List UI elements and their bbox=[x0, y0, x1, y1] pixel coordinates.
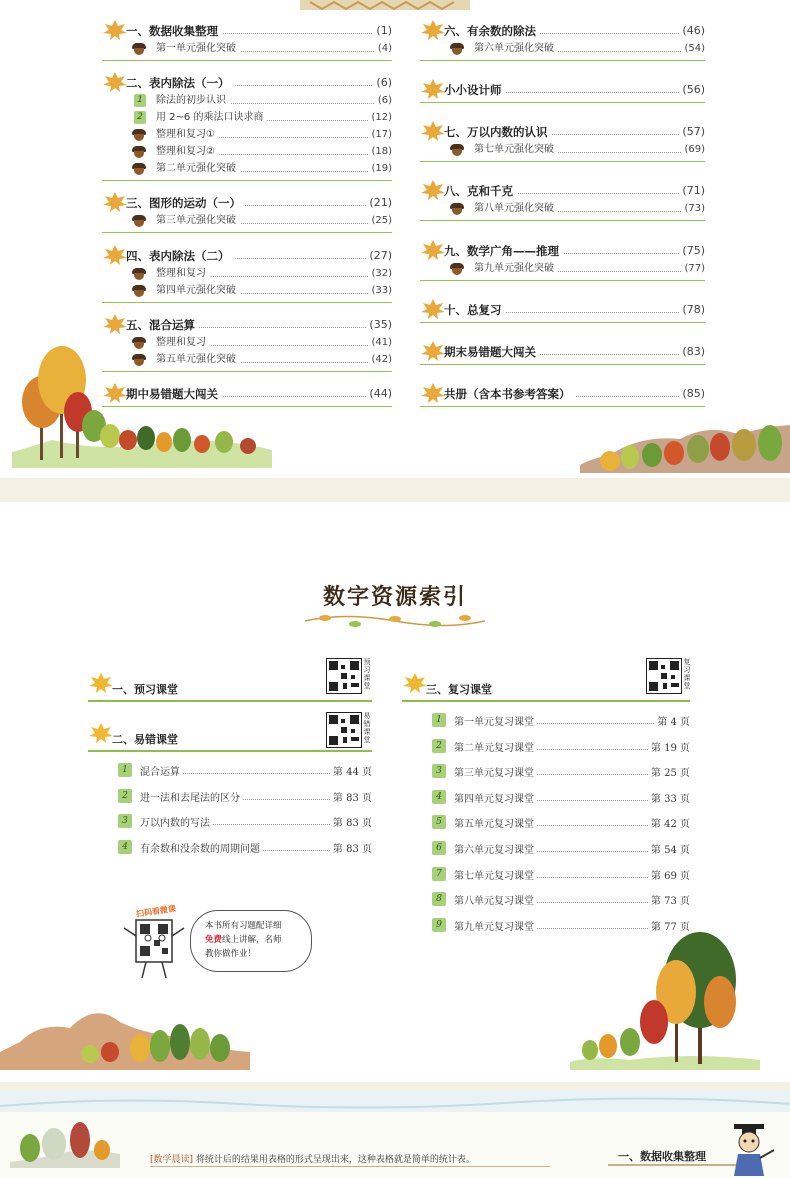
resource-item[interactable] bbox=[432, 785, 690, 811]
toc-entry-page: (85) bbox=[679, 385, 705, 403]
resource-item-title: 第九单元复习课堂 bbox=[454, 918, 537, 933]
toc-subentry-title: 第八单元强化突破 bbox=[474, 200, 558, 217]
resource-item[interactable] bbox=[118, 784, 372, 810]
number-badge: 1 bbox=[134, 94, 146, 107]
bottom-page bbox=[0, 1090, 790, 1178]
toc-subentry-title: 第二单元强化突破 bbox=[156, 160, 240, 177]
scholar-mascot-icon bbox=[720, 1120, 780, 1178]
resource-item[interactable] bbox=[432, 836, 690, 862]
bubble-highlight: 免费 bbox=[205, 935, 223, 945]
number-badge: 4 bbox=[432, 790, 446, 804]
toc-section bbox=[420, 123, 705, 162]
toc-subentry-title: 第五单元强化突破 bbox=[156, 351, 240, 368]
toc-entry[interactable] bbox=[420, 301, 705, 319]
acorn-nut bbox=[134, 151, 144, 158]
toc-subentry-page: (73) bbox=[681, 200, 705, 217]
resource-item-title: 混合运算 bbox=[140, 763, 183, 778]
resource-item-title: 第一单元复习课堂 bbox=[454, 713, 537, 728]
toc-entry-page: (56) bbox=[679, 81, 705, 99]
toc-entry-page: (75) bbox=[679, 242, 705, 260]
toc-subentry[interactable] bbox=[420, 260, 705, 277]
resource-item-title: 第三单元复习课堂 bbox=[454, 764, 537, 779]
toc-section bbox=[102, 74, 392, 181]
toc-entry-title: 八、克和千克 bbox=[444, 182, 517, 200]
resource-item-page: 第 83 页 bbox=[330, 789, 372, 804]
toc-entry[interactable] bbox=[420, 22, 705, 40]
toc-section bbox=[420, 22, 705, 61]
resource-item-page: 第 19 页 bbox=[648, 739, 690, 754]
resource-item[interactable] bbox=[432, 810, 690, 836]
tree-illustration-right bbox=[570, 932, 760, 1072]
number-badge: 1 bbox=[432, 713, 446, 727]
toc-section bbox=[420, 81, 705, 103]
toc-entry-title: 一、数据收集整理 bbox=[126, 22, 222, 40]
toc-subentry[interactable] bbox=[102, 265, 392, 282]
toc-entry[interactable] bbox=[102, 74, 392, 92]
toc-entry[interactable] bbox=[102, 22, 392, 40]
top-decoration bbox=[300, 0, 470, 14]
number-badge: 8 bbox=[432, 892, 446, 906]
toc-subentry-title: 除法的初步认识 bbox=[156, 92, 230, 109]
acorn-icon bbox=[132, 285, 146, 297]
toc-subentry-title: 整理和复习 bbox=[156, 334, 210, 351]
toc-section bbox=[420, 242, 705, 281]
resource-item-title: 第七单元复习课堂 bbox=[454, 867, 537, 882]
number-badge: 5 bbox=[432, 815, 446, 829]
toc-subentry-page: (32) bbox=[368, 265, 392, 282]
resource-item-page: 第 33 页 bbox=[648, 790, 690, 805]
toc-entry-page: (27) bbox=[366, 247, 392, 265]
resource-item-title: 第四单元复习课堂 bbox=[454, 790, 537, 805]
toc-entry-page: (78) bbox=[679, 301, 705, 319]
acorn-nut bbox=[134, 290, 144, 297]
speech-bubble bbox=[190, 910, 312, 972]
toc-subentry[interactable] bbox=[102, 143, 392, 160]
vine-decoration bbox=[295, 610, 495, 632]
toc-section bbox=[420, 182, 705, 221]
toc-entry-page: (46) bbox=[679, 22, 705, 40]
toc-subentry-title: 第九单元强化突破 bbox=[474, 260, 558, 277]
acorn-nut bbox=[134, 359, 144, 366]
toc-entry[interactable] bbox=[420, 242, 705, 260]
maple-leaf-icon bbox=[420, 239, 446, 261]
maple-leaf-icon bbox=[420, 78, 446, 100]
tree-illustration-small bbox=[10, 1110, 120, 1170]
toc-entry-title: 四、表内除法（二） bbox=[126, 247, 234, 265]
toc-entry-title: 三、图形的运动（一） bbox=[126, 194, 245, 212]
toc-subentry[interactable] bbox=[102, 126, 392, 143]
sky-strip bbox=[0, 1090, 790, 1112]
resource-item-page: 第 77 页 bbox=[648, 918, 690, 933]
toc-subentry-page: (69) bbox=[681, 141, 705, 158]
maple-leaf-icon bbox=[420, 298, 446, 320]
review-list bbox=[432, 708, 690, 938]
bubble-line-2: 线上讲解，名师 bbox=[222, 935, 282, 945]
maple-leaf-icon bbox=[102, 382, 128, 404]
acorn-icon bbox=[132, 129, 146, 141]
resource-item-page: 第 83 页 bbox=[330, 814, 372, 829]
toc-subentry-page: (12) bbox=[368, 109, 392, 126]
number-badge: 9 bbox=[432, 918, 446, 932]
resource-item[interactable] bbox=[432, 759, 690, 785]
toc-subentry[interactable] bbox=[102, 212, 392, 229]
review-section bbox=[402, 658, 691, 933]
errors-title: 二、易错课堂 bbox=[112, 733, 178, 746]
acorn-icon bbox=[132, 43, 146, 55]
tree-illustration-right bbox=[580, 395, 790, 475]
acorn-icon bbox=[132, 354, 146, 366]
toc-entry[interactable] bbox=[102, 316, 392, 334]
number-badge: 3 bbox=[118, 814, 132, 828]
toc-subentry[interactable] bbox=[420, 141, 705, 158]
bubble-text bbox=[205, 919, 299, 961]
maple-leaf-icon bbox=[88, 722, 114, 744]
number-badge: 7 bbox=[432, 867, 446, 881]
bubble-line-1: 本书所有习题配详细 bbox=[205, 921, 282, 931]
toc-subentry-title: 第七单元强化突破 bbox=[474, 141, 558, 158]
toc-subentry-page: (54) bbox=[681, 40, 705, 57]
toc-subentry[interactable] bbox=[102, 40, 392, 57]
toc-subentry[interactable] bbox=[102, 160, 392, 177]
toc-subentry-page: (19) bbox=[368, 160, 392, 177]
toc-section bbox=[102, 247, 392, 303]
review-title: 三、复习课堂 bbox=[426, 683, 492, 696]
toc-entry-page: (71) bbox=[679, 182, 705, 200]
acorn-icon bbox=[132, 215, 146, 227]
toc-subentry[interactable] bbox=[102, 92, 392, 109]
toc-entry[interactable] bbox=[420, 81, 705, 99]
toc-subentry-title: 第四单元强化突破 bbox=[156, 282, 240, 299]
acorn-icon bbox=[450, 263, 464, 275]
maple-leaf-icon bbox=[102, 313, 128, 335]
maple-leaf-icon bbox=[102, 191, 128, 213]
resource-item-title: 有余数和没余数的周期问题 bbox=[140, 840, 263, 855]
acorn-nut bbox=[134, 273, 144, 280]
number-badge: 2 bbox=[134, 111, 146, 124]
qr-label: 预习课堂 bbox=[363, 658, 371, 690]
resource-item-page: 第 25 页 bbox=[648, 764, 690, 779]
resource-item-page: 第 69 页 bbox=[648, 867, 690, 882]
resource-item[interactable] bbox=[432, 862, 690, 888]
preview-section bbox=[88, 658, 372, 702]
toc-entry-page: (35) bbox=[366, 316, 392, 334]
acorn-nut bbox=[134, 342, 144, 349]
toc-subentry[interactable] bbox=[420, 40, 705, 57]
resource-item-page: 第 44 页 bbox=[330, 763, 372, 778]
math-reading bbox=[150, 1152, 550, 1167]
toc-entry-title: 共册（含本书参考答案） bbox=[444, 385, 575, 403]
toc-subentry-page: (18) bbox=[368, 143, 392, 160]
number-badge: 2 bbox=[118, 789, 132, 803]
acorn-nut bbox=[452, 268, 462, 275]
resource-item[interactable] bbox=[432, 734, 690, 760]
resource-item-page: 第 54 页 bbox=[648, 841, 690, 856]
resource-item[interactable] bbox=[118, 758, 372, 784]
toc-subentry[interactable] bbox=[102, 282, 392, 299]
toc-subentry[interactable] bbox=[102, 109, 392, 126]
maple-leaf-icon bbox=[102, 71, 128, 93]
toc-entry-page: (44) bbox=[366, 385, 392, 403]
reading-tag: [数学晨读] bbox=[150, 1155, 194, 1165]
toc-entry[interactable] bbox=[420, 123, 705, 141]
toc-subentry-page: (41) bbox=[368, 334, 392, 351]
toc-subentry-page: (4) bbox=[375, 40, 392, 57]
number-badge: 4 bbox=[118, 840, 132, 854]
toc-entry-page: (6) bbox=[373, 74, 392, 92]
number-badge: 6 bbox=[432, 841, 446, 855]
toc-entry-title: 小小设计师 bbox=[444, 81, 506, 99]
toc-section bbox=[420, 301, 705, 323]
resource-item-title: 万以内数的写法 bbox=[140, 814, 213, 829]
toc-entry-title: 六、有余数的除法 bbox=[444, 22, 540, 40]
toc-subentry-title: 第一单元强化突破 bbox=[156, 40, 240, 57]
resource-item-page: 第 4 页 bbox=[654, 713, 690, 728]
acorn-icon bbox=[132, 146, 146, 158]
resource-item-title: 第八单元复习课堂 bbox=[454, 892, 537, 907]
qr-code-icon[interactable] bbox=[326, 658, 362, 694]
toc-right-column bbox=[420, 22, 705, 410]
qr-code-icon[interactable] bbox=[646, 658, 682, 694]
toc-subentry-title: 整理和复习 bbox=[156, 265, 210, 282]
errors-list bbox=[118, 758, 372, 860]
qr-label: 易错课堂 bbox=[363, 712, 371, 744]
toc-subentry-title: 用 2~6 的乘法口诀求商 bbox=[156, 109, 267, 126]
acorn-icon bbox=[132, 337, 146, 349]
resource-item-page: 第 42 页 bbox=[648, 815, 690, 830]
resource-item-page: 第 83 页 bbox=[330, 840, 372, 855]
acorn-nut bbox=[134, 168, 144, 175]
chapter-label: 一、数据收集整理 bbox=[608, 1148, 738, 1166]
toc-section bbox=[102, 194, 392, 233]
number-badge: 2 bbox=[432, 739, 446, 753]
maple-leaf-icon bbox=[88, 672, 114, 694]
toc-entry[interactable] bbox=[102, 194, 392, 212]
maple-leaf-icon bbox=[420, 179, 446, 201]
acorn-icon bbox=[450, 144, 464, 156]
acorn-nut bbox=[134, 134, 144, 141]
toc-subentry[interactable] bbox=[420, 200, 705, 217]
qr-mascot-icon bbox=[118, 906, 190, 982]
toc-subentry-page: (25) bbox=[368, 212, 392, 229]
toc-entry-page: (21) bbox=[366, 194, 392, 212]
mascot-title: 扫码看微课 bbox=[135, 904, 177, 919]
toc-entry-title: 七、万以内数的认识 bbox=[444, 123, 552, 141]
toc-subentry-title: 第三单元强化突破 bbox=[156, 212, 240, 229]
acorn-icon bbox=[450, 203, 464, 215]
toc-subentry-page: (77) bbox=[681, 260, 705, 277]
qr-code-icon[interactable] bbox=[326, 712, 362, 748]
toc-section bbox=[102, 22, 392, 61]
maple-leaf-icon bbox=[420, 340, 446, 362]
toc-entry-title: 期末易错题大闯关 bbox=[444, 343, 540, 361]
maple-leaf-icon bbox=[102, 244, 128, 266]
number-badge: 1 bbox=[118, 763, 132, 777]
toc-entry[interactable] bbox=[420, 182, 705, 200]
toc-entry-title: 十、总复习 bbox=[444, 301, 506, 319]
reading-text: 将统计后的结果用表格的形式呈现出来，这种表格就是简单的统计表。 bbox=[195, 1155, 475, 1165]
toc-entry[interactable] bbox=[420, 343, 705, 361]
bubble-line-3: 教你做作业！ bbox=[205, 949, 257, 959]
toc-page bbox=[0, 0, 790, 478]
toc-entry-title: 九、数学广角——推理 bbox=[444, 242, 563, 260]
acorn-icon bbox=[132, 268, 146, 280]
maple-leaf-icon bbox=[102, 19, 128, 41]
resource-index-title: 数字资源索引 bbox=[322, 585, 467, 610]
resource-item[interactable] bbox=[118, 835, 372, 861]
maple-leaf-icon bbox=[420, 120, 446, 142]
resource-item-page: 第 73 页 bbox=[648, 892, 690, 907]
toc-entry-title: 五、混合运算 bbox=[126, 316, 199, 334]
acorn-nut bbox=[452, 48, 462, 55]
maple-leaf-icon bbox=[420, 382, 446, 404]
acorn-nut bbox=[452, 149, 462, 156]
number-badge: 3 bbox=[432, 764, 446, 778]
resource-item[interactable] bbox=[432, 887, 690, 913]
toc-entry-page: (57) bbox=[679, 123, 705, 141]
toc-subentry-page: (42) bbox=[368, 351, 392, 368]
toc-subentry-title: 整理和复习① bbox=[156, 126, 219, 143]
resource-item-title: 第六单元复习课堂 bbox=[454, 841, 537, 856]
toc-subentry-page: (17) bbox=[368, 126, 392, 143]
toc-entry-title: 期中易错题大闯关 bbox=[126, 385, 222, 403]
resource-item-title: 进一法和去尾法的区分 bbox=[140, 789, 243, 804]
toc-entry[interactable] bbox=[102, 247, 392, 265]
maple-leaf-icon bbox=[420, 19, 446, 41]
toc-subentry-title: 第六单元强化突破 bbox=[474, 40, 558, 57]
toc-subentry-page: (33) bbox=[368, 282, 392, 299]
acorn-nut bbox=[452, 208, 462, 215]
resource-item-title: 第二单元复习课堂 bbox=[454, 739, 537, 754]
qr-label: 复习课堂 bbox=[683, 658, 691, 690]
maple-leaf-icon bbox=[402, 672, 428, 694]
toc-subentry-page: (6) bbox=[375, 92, 392, 109]
toc-section bbox=[420, 343, 705, 365]
toc-entry-page: (83) bbox=[679, 343, 705, 361]
toc-entry-page: (1) bbox=[373, 22, 392, 40]
acorn-icon bbox=[132, 163, 146, 175]
resource-item-title: 第五单元复习课堂 bbox=[454, 815, 537, 830]
resource-index-page bbox=[0, 502, 790, 1082]
preview-title: 一、预习课堂 bbox=[112, 683, 178, 696]
tree-illustration-left bbox=[0, 992, 250, 1072]
acorn-nut bbox=[134, 220, 144, 227]
resource-item[interactable] bbox=[118, 809, 372, 835]
toc-entry-title: 二、表内除法（一） bbox=[126, 74, 234, 92]
acorn-icon bbox=[450, 43, 464, 55]
acorn-nut bbox=[134, 48, 144, 55]
toc-subentry-title: 整理和复习② bbox=[156, 143, 219, 160]
errors-section bbox=[88, 712, 372, 855]
resource-item[interactable] bbox=[432, 708, 690, 734]
